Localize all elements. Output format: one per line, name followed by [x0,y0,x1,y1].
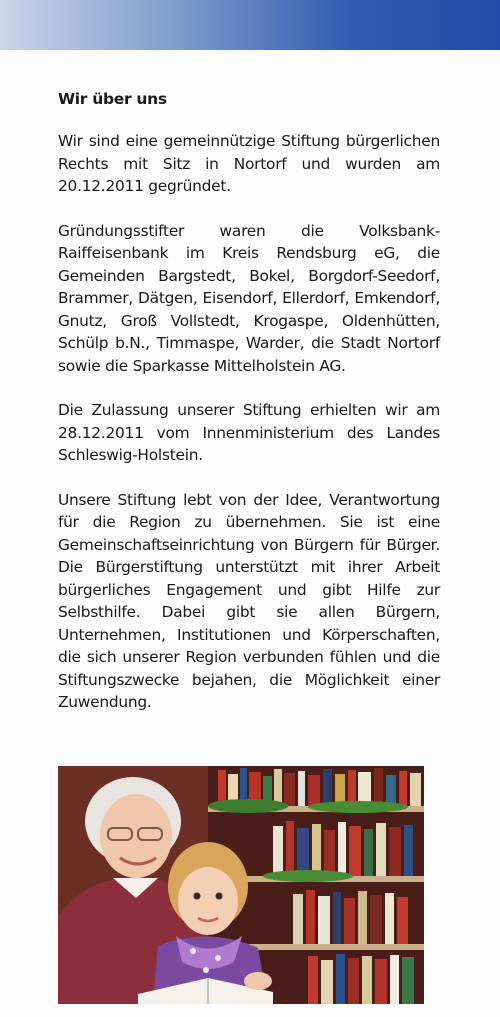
section-heading: Wir über uns [58,90,167,108]
paragraph-mission: Unsere Stiftung lebt von der Idee, Verantwortung für die Region zu übernehmen. Sie ist eine Gemeinschaftseinrichtung von Bürgern für Bürger. Die Bürgerstiftung unterstützt mit ihrer Arbeit bürgerliches Engagement und gibt Hilfe zur Selbsthilfe. Dabei gibt sie allen Bürgern, Unternehmen, Institutionen und Körperschaften, die sich unserer Region verbunden fühlen und die Stiftungszwecke bejahen, die Möglichkeit einer Zuwendung. [58,490,440,711]
about-section [58,88,440,736]
paragraph-founding: Wir sind eine gemeinnützige Stiftung bürgerlichen Rechts mit Sitz in Nortorf und wurden am 20.12.2011 gegründet. [58,132,440,195]
photo-grandmother-child-library [58,766,424,1004]
header-color-band [0,0,500,50]
paragraph-approval: Die Zulassung unserer Stiftung erhielten wir am 28.12.2011 vom Innenministerium des Landes Schleswig-Holstein. [58,401,440,464]
paragraph-founders: Gründungsstifter waren die Volksbank-Raiffeisenbank im Kreis Rendsburg eG, die Gemeinden Bargstedt, Bokel, Borgdorf-Seedorf, Brammer, Dätgen, Eisendorf, Ellerdorf, Emkendorf, Gnutz, Groß Vollstedt, Krogaspe, Oldenhütten, Schülp b.N., Timmaspe, Warder, die Stadt Nortorf sowie die Sparkasse Mittelholstein AG. [58,221,440,375]
